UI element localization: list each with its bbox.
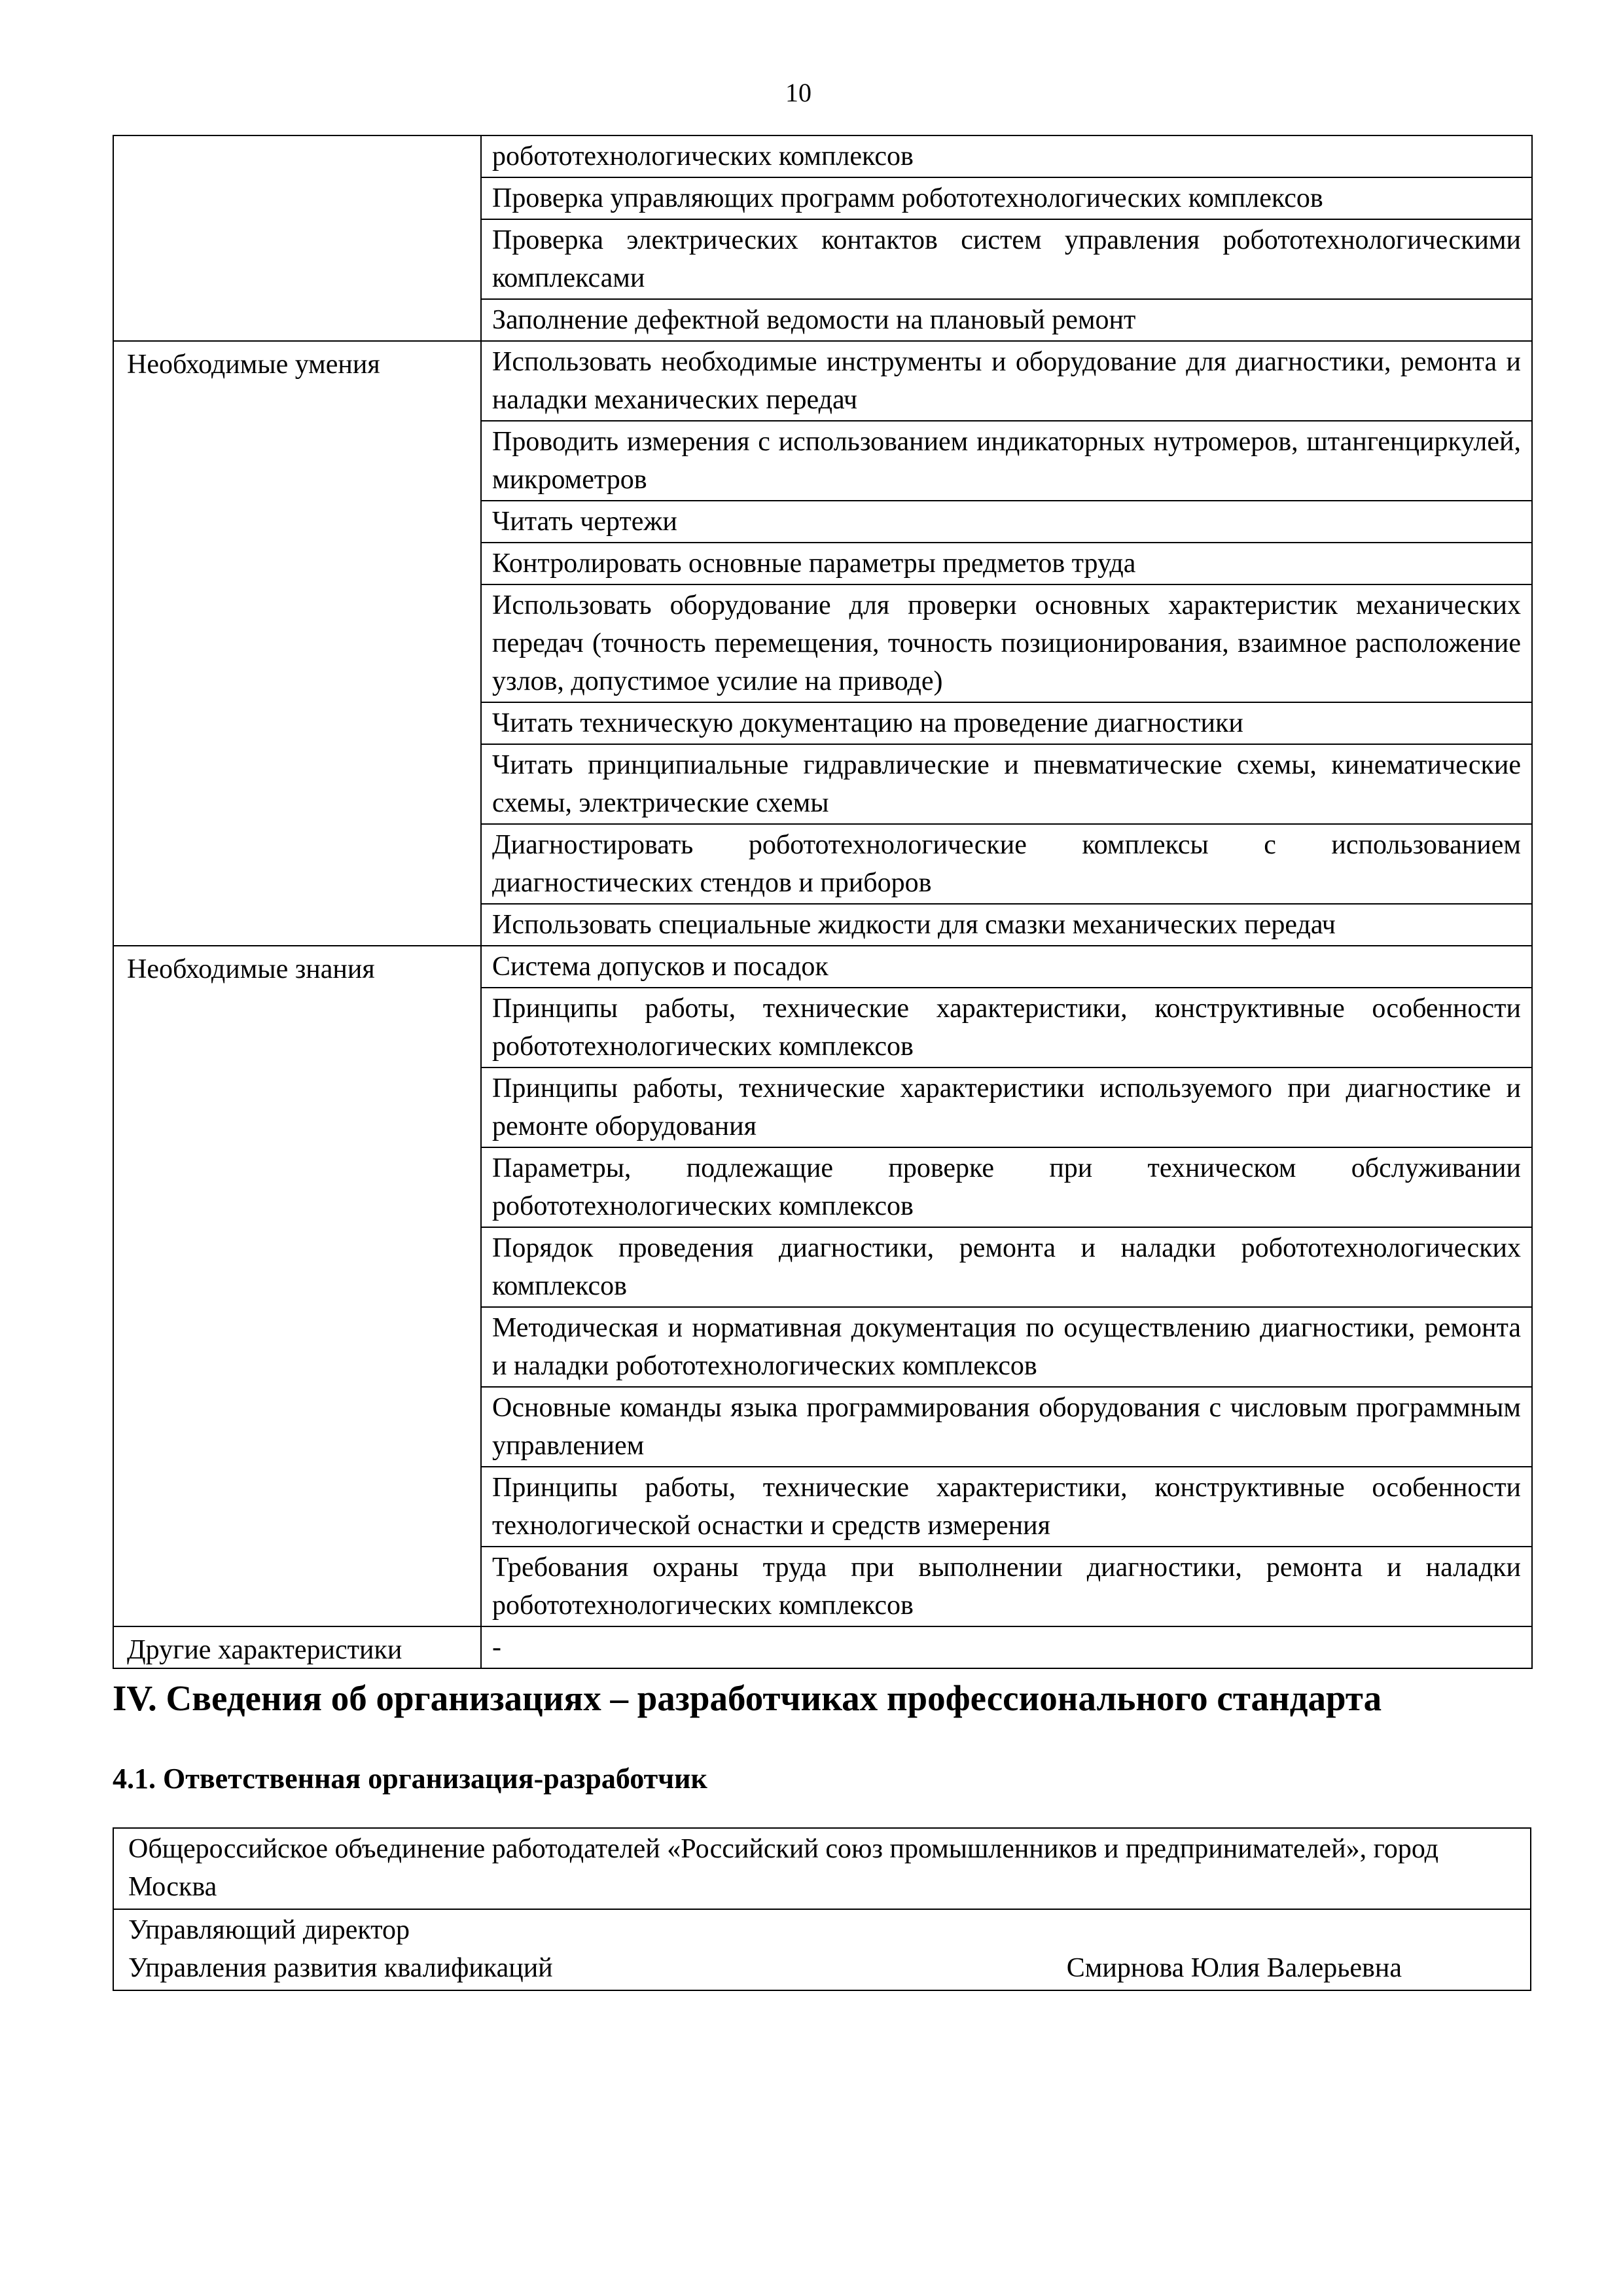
organization-table [113, 1827, 1531, 1991]
competency-table-body [113, 135, 1532, 1668]
continuation-item: Заполнение дефектной ведомости на плановый ремонт [481, 299, 1532, 341]
signatory-cell [113, 1909, 1531, 1990]
continuation-item: Проверка управляющих программ робототехнологических комплексов [481, 177, 1532, 219]
section-title: IV. Сведения об организациях – разработчиках профессионального стандарта [113, 1678, 1382, 1718]
skills-item: Контролировать основные параметры предметов труда [481, 543, 1532, 584]
knowledge-item: Принципы работы, технические характеристики, конструктивные особенности робототехнологических комплексов [481, 988, 1532, 1067]
organization-row [113, 1828, 1531, 1909]
subsection-title: 4.1. Ответственная организация-разработчик [113, 1763, 707, 1795]
knowledge-item: Принципы работы, технические характеристики, конструктивные особенности технологической оснастки и средств измерения [481, 1467, 1532, 1547]
knowledge-item: Порядок проведения диагностики, ремонта и наладки робототехнологических комплексов [481, 1227, 1532, 1307]
other-label: Другие характеристики [113, 1626, 481, 1668]
knowledge-item: Требования охраны труда при выполнении диагностики, ремонта и наладки робототехнологических комплексов [481, 1547, 1532, 1626]
continuation-item: робототехнологических комплексов [481, 135, 1532, 177]
person-name: Смирнова Юлия Валерьевна [1066, 1953, 1402, 1983]
competency-table [113, 135, 1533, 1669]
knowledge-item: Система допусков и посадок [481, 946, 1532, 988]
continuation-label [113, 135, 481, 341]
organization-name: Общероссийское объединение работодателей «Российский союз промышленников и предпринимателей», город Москва [113, 1828, 1531, 1909]
knowledge-item: Методическая и нормативная документация по осуществлению диагностики, ремонта и наладки робототехнологических комплексов [481, 1307, 1532, 1387]
skills-item: Диагностировать робототехнологические комплексы с использованием диагностических стендов и приборов [481, 824, 1532, 904]
skills-label: Необходимые умения [113, 341, 481, 946]
skills-item: Читать чертежи [481, 501, 1532, 543]
signatory-row [113, 1909, 1531, 1990]
table-row [113, 1626, 1532, 1668]
knowledge-item: Принципы работы, технические характеристики используемого при диагностике и ремонте оборудования [481, 1067, 1532, 1147]
signature-line [128, 1949, 1518, 1987]
continuation-item: Проверка электрических контактов систем управления робототехнологическими комплексами [481, 219, 1532, 299]
skills-item: Использовать специальные жидкости для смазки механических передач [481, 904, 1532, 946]
table-row [113, 946, 1532, 988]
position-line2: Управления развития квалификаций [128, 1953, 553, 1983]
table-row [113, 135, 1532, 177]
knowledge-label: Необходимые знания [113, 946, 481, 1626]
skills-item: Использовать необходимые инструменты и оборудование для диагностики, ремонта и наладки механических передач [481, 341, 1532, 421]
skills-item: Читать принципиальные гидравлические и пневматические схемы, кинематические схемы, электрические схемы [481, 744, 1532, 824]
skills-item: Использовать оборудование для проверки основных характеристик механических передач (точность перемещения, точность позиционирования, взаимное расположение узлов, допустимое усилие на приводе) [481, 584, 1532, 702]
other-value: - [481, 1626, 1532, 1668]
position-line1: Управляющий директор [128, 1915, 410, 1945]
table-row [113, 341, 1532, 421]
skills-item: Проводить измерения с использованием индикаторных нутромеров, штангенциркулей, микрометров [481, 421, 1532, 501]
knowledge-item: Основные команды языка программирования оборудования с числовым программным управлением [481, 1387, 1532, 1467]
page-number: 10 [785, 78, 812, 107]
skills-item: Читать техническую документацию на проведение диагностики [481, 702, 1532, 744]
knowledge-item: Параметры, подлежащие проверке при техническом обслуживании робототехнологических комплексов [481, 1147, 1532, 1227]
